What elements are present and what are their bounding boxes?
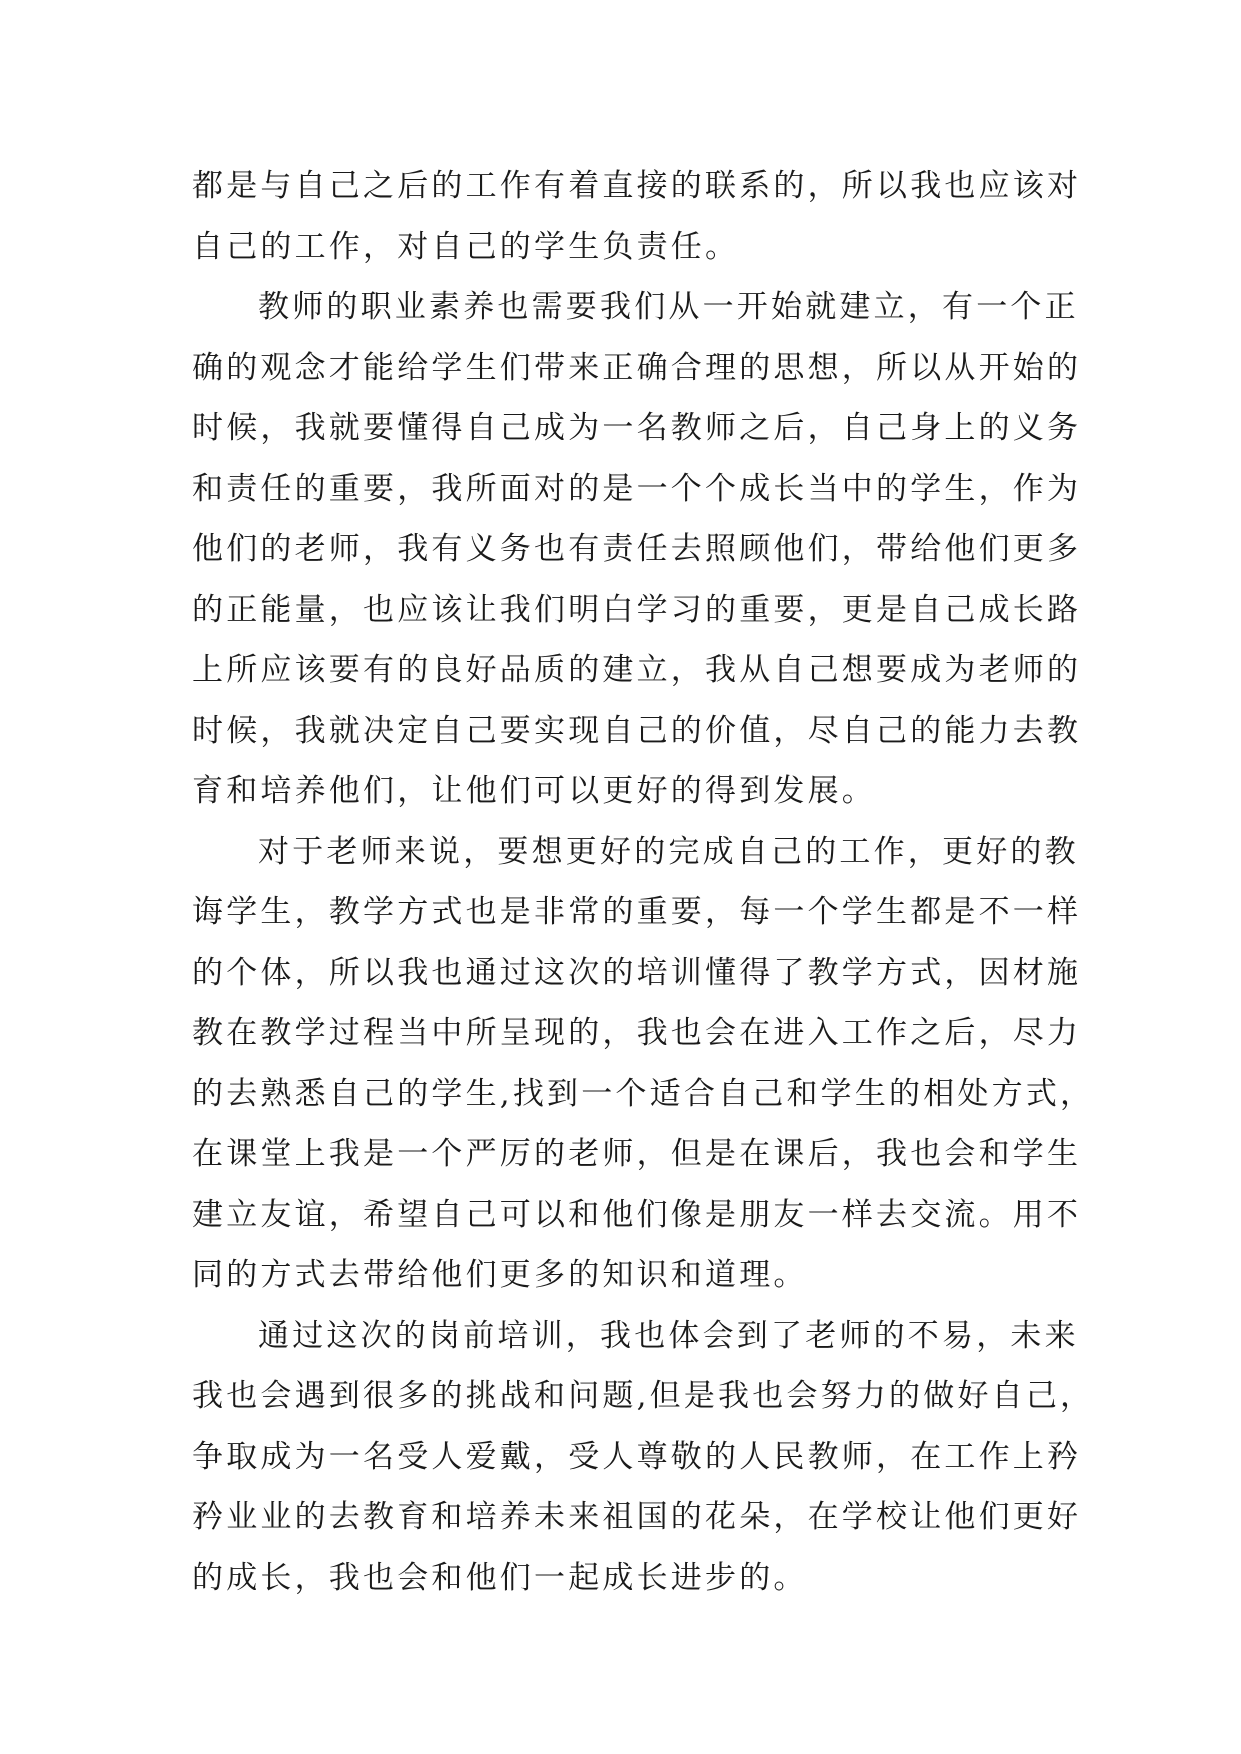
document-body (192, 156, 1095, 1608)
text-line: 都是与自己之后的工作有着直接的联系的，所以我也应该对 (192, 168, 1082, 204)
text-line: 对于老师来说，要想更好的完成自己的工作，更好的教 (258, 833, 1079, 870)
text-line: 时候，我就要懂得自己成为一名教师之后，自己身上的义务 (192, 410, 1082, 446)
text-line: 教师的职业素养也需要我们从一开始就建立，有一个正 (258, 289, 1079, 325)
text-line: 同的方式去带给他们更多的知识和道理。 (192, 1257, 808, 1293)
text-line: 育和培养他们，让他们可以更好的得到发展。 (192, 773, 876, 809)
text-line: 在课堂上我是一个严厉的老师，但是在课后，我也会和学生 (192, 1136, 1082, 1172)
text-line: 我也会遇到很多的挑战和问题,但是我也会努力的做好自己， (192, 1378, 1095, 1414)
text-line: 的个体，所以我也通过这次的培训懂得了教学方式，因材施 (192, 954, 1082, 991)
text-line: 通过这次的岗前培训，我也体会到了老师的不易，未来 (258, 1317, 1079, 1354)
text-line: 建立友谊，希望自己可以和他们像是朋友一样去交流。用不 (192, 1196, 1082, 1233)
text-line: 的成长，我也会和他们一起成长进步的。 (192, 1559, 808, 1596)
text-line: 的去熟悉自己的学生,找到一个适合自己和学生的相处方式， (192, 1075, 1095, 1112)
text-line: 矜业业的去教育和培养未来祖国的花朵，在学校让他们更好 (192, 1499, 1082, 1535)
text-line: 确的观念才能给学生们带来正确合理的思想，所以从开始的 (192, 349, 1082, 386)
text-line: 自己的工作，对自己的学生负责任。 (192, 228, 740, 265)
text-line: 诲学生，教学方式也是非常的重要，每一个学生都是不一样 (192, 894, 1082, 930)
text-line: 上所应该要有的良好品质的建立，我从自己想要成为老师的 (192, 652, 1082, 688)
text-line: 时候，我就决定自己要实现自己的价值，尽自己的能力去教 (192, 712, 1082, 749)
text-line: 教在教学过程当中所呈现的，我也会在进入工作之后，尽力 (192, 1015, 1082, 1051)
text-line: 他们的老师，我有义务也有责任去照顾他们，带给他们更多 (192, 531, 1082, 567)
text-line: 和责任的重要，我所面对的是一个个成长当中的学生，作为 (192, 470, 1082, 507)
text-line: 的正能量，也应该让我们明白学习的重要，更是自己成长路 (192, 591, 1082, 628)
text-line: 争取成为一名受人爱戴，受人尊敬的人民教师，在工作上矜 (192, 1438, 1082, 1475)
